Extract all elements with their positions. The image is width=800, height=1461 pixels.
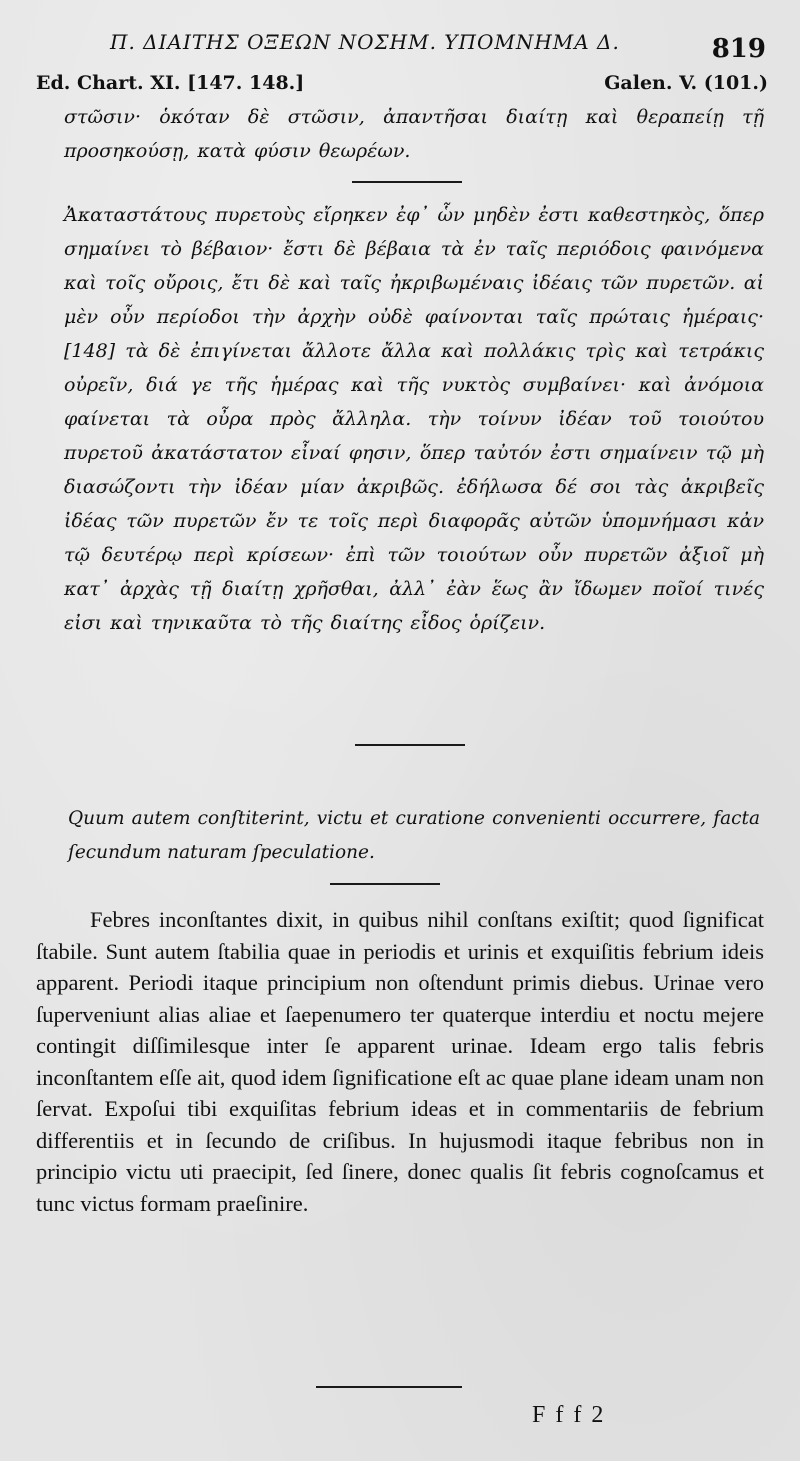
signature-mark: F f f 2 bbox=[532, 1402, 606, 1428]
section-divider bbox=[355, 744, 465, 746]
greek-lemma-text: στῶσιν· ὁκόταν δὲ στῶσιν, ἀπαντῆσαι διαίτῃ καὶ θεραπείῃ τῇ προσηκούσῃ, κατὰ φύσιν θεωρέων. bbox=[64, 106, 764, 162]
latin-lemma bbox=[68, 802, 760, 870]
section-divider bbox=[316, 1386, 462, 1388]
greek-commentary bbox=[64, 198, 764, 640]
latin-lemma-text: Quum autem conſtiterint, victu et curatione convenienti occurrere, facta ſecundum naturam ſpeculatione. bbox=[68, 808, 760, 863]
page-number: 819 bbox=[711, 34, 766, 64]
latin-commentary bbox=[36, 904, 764, 1219]
edition-galen: Galen. V. (101.) bbox=[604, 72, 768, 94]
greek-lemma bbox=[64, 100, 764, 168]
latin-commentary-text: Febres inconſtantes dixit, in quibus nihil conſtans exiſtit; quod ſignificat ſtabile. Sunt autem ſtabilia quae in periodis et urinis et exquiſitis febrium ideis apparent. Periodi itaque principium non oſtendunt primis diebus. Urinae vero ſuperveniunt alias aliae et ſaepenumero ter quaterque interdiu et noctu mejere contingit diſſimilesque inter ſe apparent urinae. Ideam ergo talis febris inconſtantem eſſe ait, quod idem ſignificatione eſt ac quae plane ideam unam non ſervat. Expoſui tibi exquiſitas febrium ideas et in commentariis de febrium differentiis et in ſecundo de criſibus. In hujusmodi itaque febribus non in principio victu uti praecipit, ſed ſinere, donec qualis ſit febris cognoſcamus et tunc victus formam praeſinire. bbox=[36, 907, 764, 1216]
section-divider bbox=[330, 883, 440, 885]
running-head: Π. ΔΙΑΙΤΗΣ ΟΞΕΩΝ ΝΟΣΗΜ. ΥΠΟΜΝΗΜΑ Δ. bbox=[110, 30, 620, 54]
section-divider bbox=[352, 181, 462, 183]
edition-line bbox=[36, 72, 768, 94]
edition-chartier: Ed. Chart. XI. [147. 148.] bbox=[36, 72, 305, 94]
greek-commentary-text: Ἀκαταστάτους πυρετοὺς εἴρηκεν ἐφ᾽ ὧν μηδὲν ἐστι καθεστηκὸς, ὅπερ σημαίνει τὸ βέβαιον· ἔστι δὲ βέβαια τὰ ἐν ταῖς περιόδοις φαινόμενα καὶ τοῖς οὔροις, ἔτι δὲ καὶ ταῖς ἠκριβωμέναις ἰδέαις τῶν πυρετῶν. αἱ μὲν οὖν περίοδοι τὴν ἀρχὴν οὐδὲ φαίνονται ταῖς πρώταις ἡμέραις· [148] τὰ δὲ ἐπιγίνεται ἄλλοτε ἄλλα καὶ πολλάκις τρὶς καὶ τετράκις οὐρεῖν, διά γε τῆς ἡμέρας καὶ τῆς νυκτὸς συμβαίνει· καὶ ἀνόμοια φαίνεται τὰ οὖρα πρὸς ἄλληλα. τὴν τοίνυν ἰδέαν τοῦ τοιούτου πυρετοῦ ἀκατάστατον εἶναί φησιν, ὅπερ ταὐτόν ἐστι σημαίνειν τῷ μὴ διασώζοντι τὴν ἰδέαν μίαν ἀκριβῶς. ἐδήλωσα δέ σοι τὰς ἀκριβεῖς ἰδέας τῶν πυρετῶν ἔν τε τοῖς περὶ διαφορᾶς αὐτῶν ὑπομνήμασι κἀν τῷ δευτέρῳ περὶ κρίσεων· ἐπὶ τῶν τοιούτων οὖν πυρετῶν ἀξιοῖ μὴ κατ᾽ ἀρχὰς τῇ διαίτῃ χρῆσθαι, ἀλλ᾽ ἐὰν ἕως ἂν ἴδωμεν ποῖοί τινές εἰσι καὶ τηνικαῦτα τὸ τῆς διαίτης εἶδος ὁρίζειν. bbox=[64, 204, 764, 634]
